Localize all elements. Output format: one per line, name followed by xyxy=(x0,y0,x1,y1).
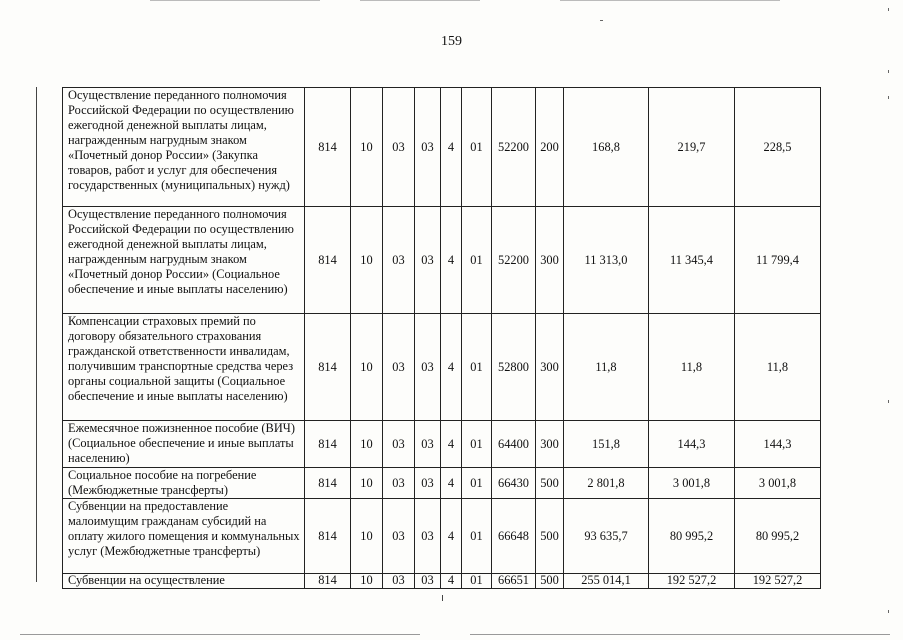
cell-c3: 03 xyxy=(383,207,415,314)
cell-v2: 3 001,8 xyxy=(649,468,735,499)
row-description: Осуществление переданного полномочия Российской Федерации по осуществлению ежегодной денежной выплаты лицам, награжденным нагрудным знаком «Почетный донор России» (Социальное обеспечение и иные выплаты населению) xyxy=(63,207,305,314)
cell-v2: 144,3 xyxy=(649,421,735,468)
table-row xyxy=(63,88,821,207)
cell-c7: 66651 xyxy=(492,574,536,589)
cell-c7: 52200 xyxy=(492,207,536,314)
table-row xyxy=(63,421,821,468)
cell-c7: 66430 xyxy=(492,468,536,499)
row-description: Ежемесячное пожизненное пособие (ВИЧ) (Социальное обеспечение и иные выплаты населению) xyxy=(63,421,305,468)
cell-c1: 814 xyxy=(305,468,351,499)
row-description: Социальное пособие на погребение (Межбюджетные трансферты) xyxy=(63,468,305,499)
cell-c5: 4 xyxy=(441,499,462,574)
row-description: Субвенции на предоставление малоимущим гражданам субсидий на оплату жилого помещения и коммунальных услуг (Межбюджетные трансферты) xyxy=(63,499,305,574)
cell-c5: 4 xyxy=(441,88,462,207)
cell-v1: 93 635,7 xyxy=(564,499,649,574)
cell-c5: 4 xyxy=(441,421,462,468)
cell-c2: 10 xyxy=(351,468,383,499)
table-left-edge xyxy=(36,87,37,582)
cell-v3: 144,3 xyxy=(735,421,821,468)
cell-v1: 11 313,0 xyxy=(564,207,649,314)
cell-c3: 03 xyxy=(383,88,415,207)
cell-v3: 3 001,8 xyxy=(735,468,821,499)
cell-c8: 300 xyxy=(536,421,564,468)
table-row xyxy=(63,499,821,574)
cell-c4: 03 xyxy=(415,88,441,207)
cell-c2: 10 xyxy=(351,574,383,589)
cell-c1: 814 xyxy=(305,207,351,314)
cell-v2: 219,7 xyxy=(649,88,735,207)
cell-v2: 11,8 xyxy=(649,314,735,421)
cell-v3: 80 995,2 xyxy=(735,499,821,574)
cell-c4: 03 xyxy=(415,574,441,589)
cell-v3: 11,8 xyxy=(735,314,821,421)
cell-c8: 500 xyxy=(536,499,564,574)
cell-c6: 01 xyxy=(462,499,492,574)
cell-c4: 03 xyxy=(415,314,441,421)
cell-c4: 03 xyxy=(415,207,441,314)
table-row xyxy=(63,468,821,499)
cell-c6: 01 xyxy=(462,468,492,499)
cell-c3: 03 xyxy=(383,421,415,468)
cell-c4: 03 xyxy=(415,499,441,574)
cell-c6: 01 xyxy=(462,421,492,468)
cell-c8: 500 xyxy=(536,574,564,589)
cell-v2: 192 527,2 xyxy=(649,574,735,589)
cell-c6: 01 xyxy=(462,88,492,207)
row-description: Осуществление переданного полномочия Российской Федерации по осуществлению ежегодной денежной выплаты лицам, награжденным нагрудным знаком «Почетный донор России» (Закупка товаров, работ и услуг для обеспечения государственных (муниципальных) нужд) xyxy=(63,88,305,207)
cell-c6: 01 xyxy=(462,574,492,589)
cell-c5: 4 xyxy=(441,468,462,499)
bottom-mark xyxy=(442,595,443,601)
cell-v1: 255 014,1 xyxy=(564,574,649,589)
cell-c6: 01 xyxy=(462,207,492,314)
cell-c4: 03 xyxy=(415,421,441,468)
cell-v3: 11 799,4 xyxy=(735,207,821,314)
cell-c1: 814 xyxy=(305,574,351,589)
cell-c2: 10 xyxy=(351,88,383,207)
cell-c8: 200 xyxy=(536,88,564,207)
cell-c2: 10 xyxy=(351,207,383,314)
cell-c6: 01 xyxy=(462,314,492,421)
cell-c3: 03 xyxy=(383,314,415,421)
cell-c1: 814 xyxy=(305,421,351,468)
cell-c8: 300 xyxy=(536,314,564,421)
cell-v1: 151,8 xyxy=(564,421,649,468)
table-row xyxy=(63,314,821,421)
cell-c2: 10 xyxy=(351,314,383,421)
cell-c7: 66648 xyxy=(492,499,536,574)
cell-v1: 11,8 xyxy=(564,314,649,421)
row-description: Компенсации страховых премий по договору обязательного страхования гражданской ответственности инвалидам, получившим транспортные средства через органы социальной защиты (Социальное обеспечение и иные выплаты населению) xyxy=(63,314,305,421)
cell-c4: 03 xyxy=(415,468,441,499)
cell-c5: 4 xyxy=(441,207,462,314)
row-description: Субвенции на осуществление xyxy=(63,574,305,589)
cell-c3: 03 xyxy=(383,468,415,499)
cell-c8: 300 xyxy=(536,207,564,314)
table-row xyxy=(63,207,821,314)
cell-v1: 2 801,8 xyxy=(564,468,649,499)
cell-c3: 03 xyxy=(383,499,415,574)
cell-c2: 10 xyxy=(351,499,383,574)
cell-v2: 11 345,4 xyxy=(649,207,735,314)
cell-v3: 228,5 xyxy=(735,88,821,207)
cell-v1: 168,8 xyxy=(564,88,649,207)
cell-v2: 80 995,2 xyxy=(649,499,735,574)
cell-c1: 814 xyxy=(305,88,351,207)
cell-c3: 03 xyxy=(383,574,415,589)
budget-table xyxy=(62,87,821,589)
table-row xyxy=(63,574,821,589)
cell-c5: 4 xyxy=(441,314,462,421)
page-number: 159 xyxy=(441,34,462,49)
cell-v3: 192 527,2 xyxy=(735,574,821,589)
cell-c7: 52200 xyxy=(492,88,536,207)
cell-c1: 814 xyxy=(305,499,351,574)
cell-c1: 814 xyxy=(305,314,351,421)
cell-c5: 4 xyxy=(441,574,462,589)
cell-c7: 64400 xyxy=(492,421,536,468)
cell-c2: 10 xyxy=(351,421,383,468)
cell-c7: 52800 xyxy=(492,314,536,421)
cell-c8: 500 xyxy=(536,468,564,499)
